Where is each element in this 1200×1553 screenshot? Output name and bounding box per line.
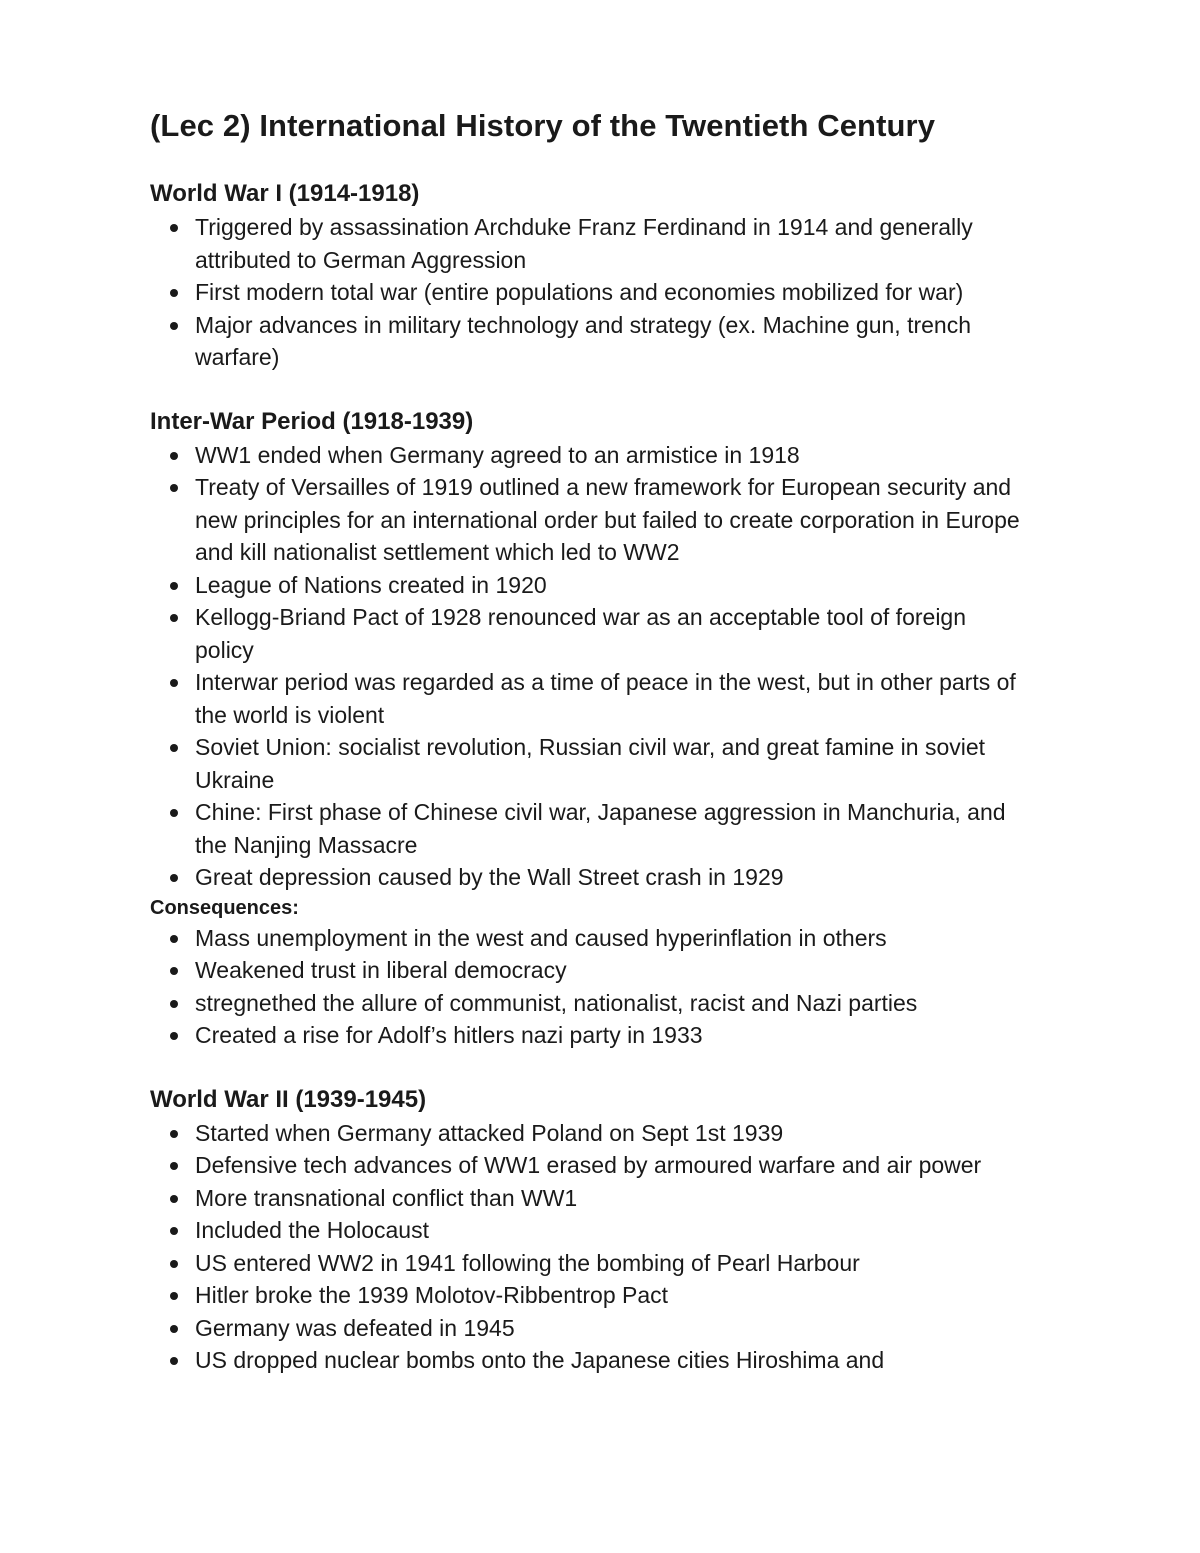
section-heading: World War I (1914-1918) (150, 180, 420, 207)
bullet-icon (170, 935, 178, 943)
bullet-icon (170, 809, 178, 817)
bullet-icon (170, 224, 178, 232)
list-item: Weakened trust in liberal democracy (150, 954, 1050, 987)
bullet-icon (170, 1162, 178, 1170)
list-item: Included the Holocaust (150, 1214, 1050, 1247)
list-item: First modern total war (entire populations and economies mobilized for war) (150, 276, 1050, 309)
list-item: Started when Germany attacked Poland on Sept 1st 1939 (150, 1117, 1050, 1150)
list-item: Mass unemployment in the west and caused hyperinflation in others (150, 922, 1050, 955)
list-item: Defensive tech advances of WW1 erased by armoured warfare and air power (150, 1149, 1050, 1182)
bullet-icon (170, 1195, 178, 1203)
list-item: Soviet Union: socialist revolution, Russian civil war, and great famine in soviet Ukraine (150, 731, 1050, 796)
bullet-icon (170, 1032, 178, 1040)
list-item: Chine: First phase of Chinese civil war, Japanese aggression in Manchuria, and the Nanjing Massacre (150, 796, 1050, 861)
bullet-icon (170, 452, 178, 460)
consequences-heading: Consequences: (150, 896, 299, 919)
bullet-icon (170, 582, 178, 590)
bullet-icon (170, 614, 178, 622)
list-item: Created a rise for Adolf’s hitlers nazi party in 1933 (150, 1019, 1050, 1052)
bullet-icon (170, 967, 178, 975)
document-page (150, 106, 1050, 1377)
list-item: Kellogg-Briand Pact of 1928 renounced war as an acceptable tool of foreign policy (150, 601, 1050, 666)
list-item: US dropped nuclear bombs onto the Japanese cities Hiroshima and (150, 1344, 1050, 1377)
page-title: (Lec 2) International History of the Twentieth Century (150, 108, 936, 143)
bullet-icon (170, 1292, 178, 1300)
section-wwi (150, 177, 1050, 374)
bullet-icon (170, 484, 178, 492)
bullet-icon (170, 1000, 178, 1008)
bullet-icon (170, 1227, 178, 1235)
list-item: Major advances in military technology and strategy (ex. Machine gun, trench warfare) (150, 309, 1050, 374)
section-heading: Inter-War Period (1918-1939) (150, 407, 474, 435)
list-item: WW1 ended when Germany agreed to an armistice in 1918 (150, 439, 1050, 472)
list-item: Germany was defeated in 1945 (150, 1312, 1050, 1345)
bullet-list (150, 1117, 1050, 1377)
bullet-icon (170, 874, 178, 882)
section-heading: World War II (1939-1945) (150, 1085, 427, 1113)
section-interwar (150, 405, 1050, 1052)
bullet-list (150, 211, 1050, 374)
bullet-icon (170, 679, 178, 687)
bullet-icon (170, 1260, 178, 1268)
bullet-icon (170, 289, 178, 297)
list-item: Triggered by assassination Archduke Franz Ferdinand in 1914 and generally attributed to German Aggression (150, 211, 1050, 276)
bullet-list (150, 922, 1050, 1052)
list-item: Treaty of Versailles of 1919 outlined a new framework for European security and new principles for an international order but failed to create corporation in Europe and kill nationalist settlement which led to WW2 (150, 471, 1050, 569)
list-item: Great depression caused by the Wall Street crash in 1929 (150, 861, 1050, 894)
list-item: US entered WW2 in 1941 following the bombing of Pearl Harbour (150, 1247, 1050, 1280)
bullet-list (150, 439, 1050, 894)
list-item: Interwar period was regarded as a time of peace in the west, but in other parts of the world is violent (150, 666, 1050, 731)
list-item: stregnethed the allure of communist, nationalist, racist and Nazi parties (150, 987, 1050, 1020)
bullet-icon (170, 322, 178, 330)
bullet-icon (170, 1357, 178, 1365)
bullet-icon (170, 1130, 178, 1138)
section-wwii (150, 1083, 1050, 1377)
bullet-icon (170, 744, 178, 752)
bullet-icon (170, 1325, 178, 1333)
list-item: League of Nations created in 1920 (150, 569, 1050, 602)
list-item: Hitler broke the 1939 Molotov-Ribbentrop Pact (150, 1279, 1050, 1312)
list-item: More transnational conflict than WW1 (150, 1182, 1050, 1215)
